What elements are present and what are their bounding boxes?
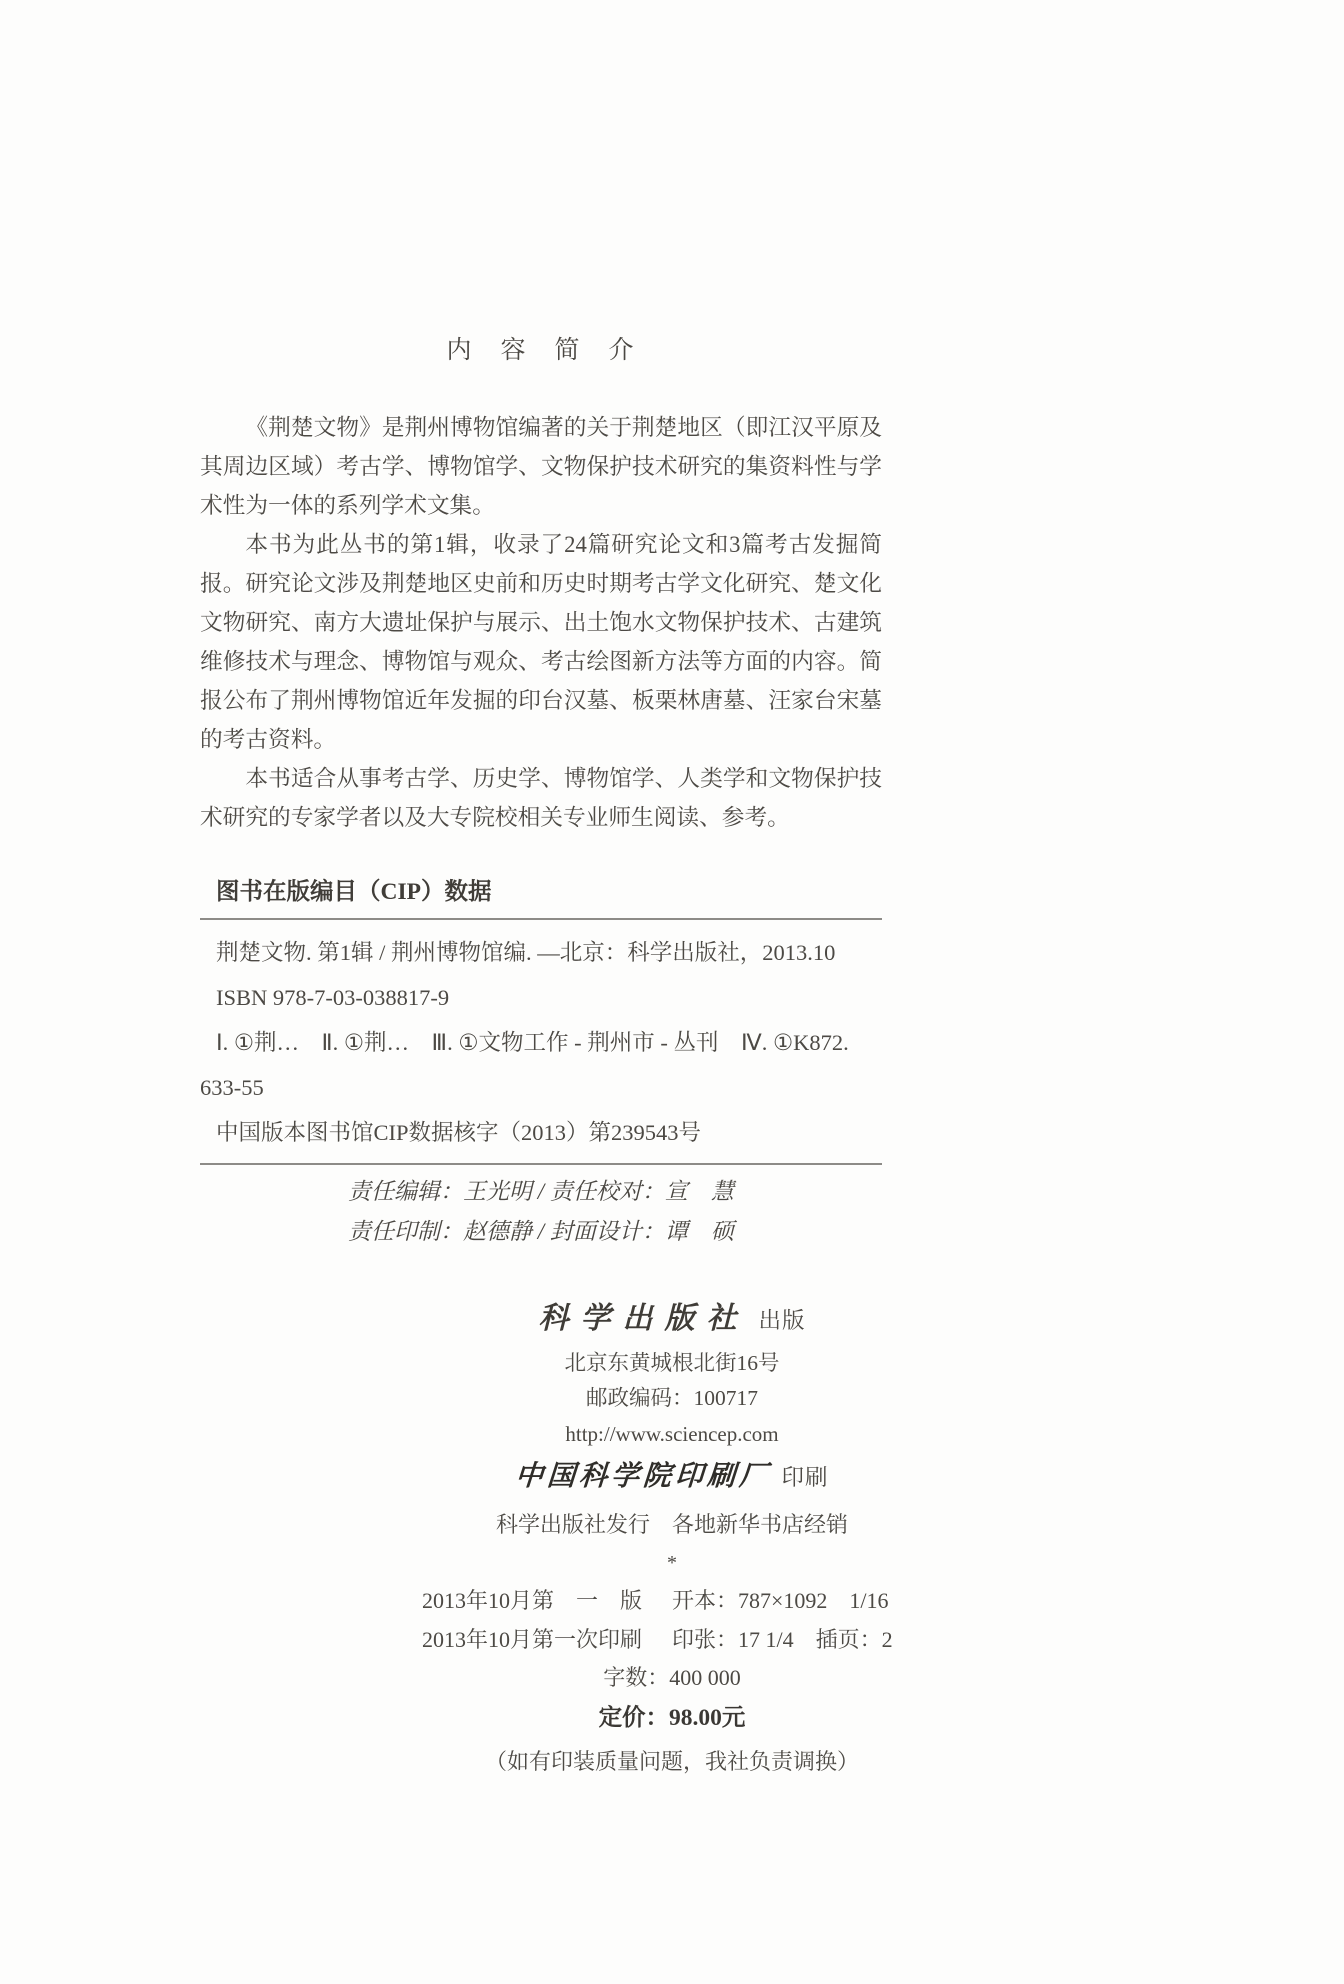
- cip-registration-number: 中国版本图书馆CIP数据核字（2013）第239543号: [216, 1120, 702, 1145]
- distribution-line: 科学出版社发行 各地新华书店经销: [495, 1512, 848, 1537]
- print-details: [422, 1581, 922, 1659]
- responsibility-credits: [200, 1172, 882, 1252]
- cip-data-block: [200, 872, 882, 1165]
- sheets-info: 印张：17 1/4 插页：2: [672, 1627, 893, 1652]
- quality-note: （如有印装质量问题，我社负责调换）: [484, 1749, 859, 1774]
- cip-classification: Ⅰ. ①荆… Ⅱ. ①荆… Ⅲ. ①文物工作 - 荆州市 - 丛刊 Ⅳ. ①K872.: [216, 1030, 849, 1055]
- credits-line-editor: 责任编辑：王光明 / 责任校对：宣 慧: [348, 1179, 734, 1204]
- printing-row: [422, 1620, 922, 1659]
- word-count: 字数：400 000: [603, 1665, 741, 1690]
- publisher-role-label: 出版: [758, 1308, 806, 1333]
- publisher-name-line: [0, 1298, 1344, 1345]
- cip-isbn: ISBN 978-7-03-038817-9: [216, 985, 450, 1010]
- intro-paragraph-1: 《荆楚文物》是荆州博物馆编著的关于荆楚地区（即江汉平原及其周边区域）考古学、博物馆学、文物保护技术研究的集资料性与学术性为一体的系列学术文集。: [200, 415, 882, 518]
- publisher-logotype: 科学出版社: [538, 1302, 749, 1335]
- format-info: 开本：787×1092 1/16: [672, 1588, 889, 1613]
- publisher-postcode: 邮政编码：100717: [585, 1386, 758, 1410]
- intro-paragraph-2: 本书为此丛书的第1辑，收录了24篇研究论文和3篇考古发掘简报。研究论文涉及荆楚地区史前和历史时期考古学文化研究、楚文化文物研究、南方大遗址保护与展示、出土饱水文物保护技术、古建筑维修技术与理念、博物馆与观众、考古绘图新方法等方面的内容。简报公布了荆州博物馆近年发掘的印台汉墓、板栗林唐墓、汪家台宋墓的考古资料。: [200, 532, 882, 752]
- content-summary-section: [200, 330, 882, 837]
- printer-logotype: 中国科学院印刷厂: [514, 1461, 773, 1492]
- edition-info: 2013年10月第 一 版: [422, 1588, 643, 1613]
- cip-lines: [200, 920, 882, 1163]
- separator-asterisk: *: [667, 1552, 677, 1574]
- cip-classification-continuation: 633-55: [200, 1075, 264, 1100]
- intro-paragraph-3: 本书适合从事考古学、历史学、博物馆学、人类学和文物保护技术研究的专家学者以及大专院校相关专业师生阅读、参考。: [200, 766, 882, 830]
- price: 定价：98.00元: [598, 1705, 746, 1731]
- cip-bottom-rule: [200, 1163, 882, 1165]
- cip-heading: 图书在版编目（CIP）数据: [216, 879, 492, 905]
- edition-row: [422, 1581, 922, 1620]
- printer-line: [0, 1453, 1344, 1505]
- publisher-address: 北京东黄城根北街16号: [564, 1351, 780, 1375]
- credits-line-printing: 责任印制：赵德静 / 封面设计：谭 硕: [348, 1219, 734, 1244]
- printer-role-label: 印刷: [781, 1465, 829, 1490]
- printing-info: 2013年10月第一次印刷: [422, 1627, 643, 1652]
- publisher-colophon: [0, 1298, 1344, 1785]
- cip-bibliographic-line: 荆楚文物. 第1辑 / 荆州博物馆编. —北京：科学出版社，2013.10: [216, 940, 836, 965]
- publisher-website: http://www.sciencep.com: [565, 1422, 779, 1446]
- page-title: 内 容 简 介: [446, 337, 636, 364]
